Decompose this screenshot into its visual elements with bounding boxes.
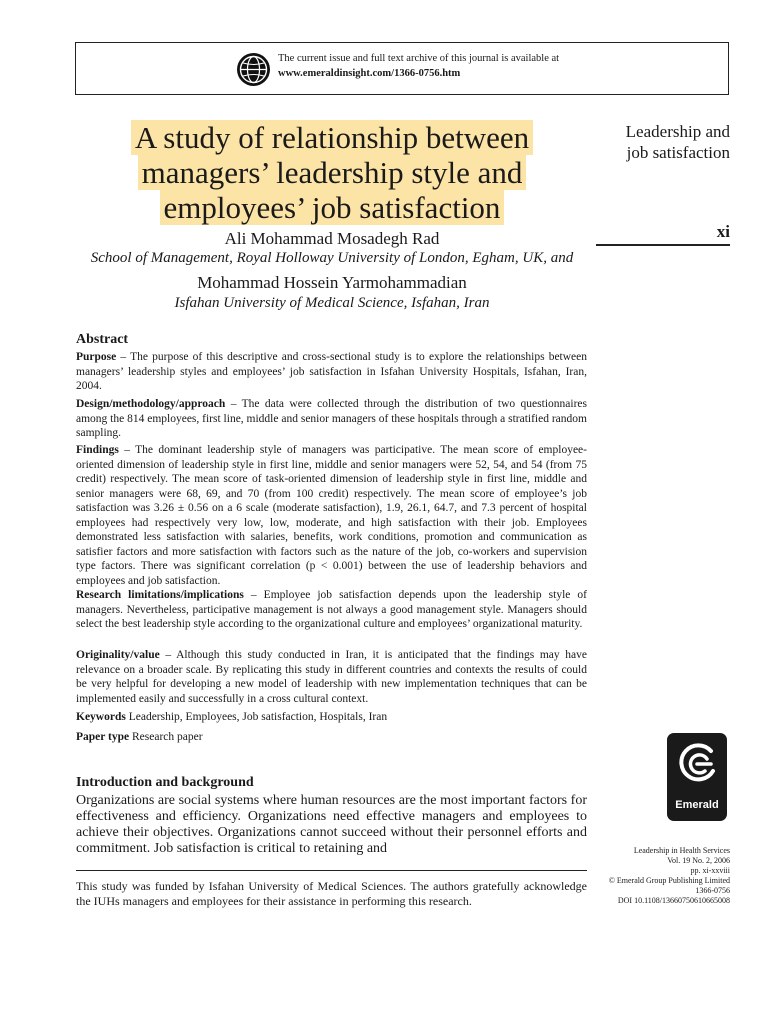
- funding-footnote: This study was funded by Isfahan University of Medical Sciences. The authors gratefully acknowledge the IUHs managers and employees for their assistance in performing this research.: [76, 879, 587, 908]
- abstract-originality: Originality/value – Although this study conducted in Iran, it is anticipated that the findings may have relevance on a broader scale. By replicating this study in different countries and contexts the results of could be very helpful for developing a new model of leadership with new implementation techniques that can be implemented easily and successfully in a cross cultural context.: [76, 649, 588, 705]
- page-number: xi: [716, 222, 730, 241]
- paper-type: Paper type Research paper: [76, 731, 203, 743]
- journal-info: Leadership in Health Services Vol. 19 No. 2, 2006 pp. xi-xxviii © Emerald Group Publishing Limited 1366-0756 DOI 10.1108/13660750610665008: [608, 846, 730, 905]
- abstract-findings: Findings – The dominant leadership style of managers was participative. The mean score of employee-oriented dimension of leadership style in first line, middle and senior managers were 52, 54, and 54 (from 75 credit) respectively. The mean score of task-oriented dimension of leadership style in first line, middle and senior managers were 68, 69, and 70 (from 100 credit) respectively. The mean score of employee’s job satisfaction was 3.26 ± 0.56 on a 6 scale (moderate satisfaction), 1.9, 26.1, 64.7, and 7.3 percent of hospital employees had respectively very low, low, moderate, and high satisfaction with their job. Employees demonstrated less satisfaction with salaries, benefits, work conditions, promotion and communication as satisfier factors and more satisfaction with factors such as the nature of the job, co-workers and supervision type factors. There was significant correlation (p < 0.001) between the use of leadership behaviors and employees and job satisfaction.: [76, 444, 587, 587]
- abstract-limitations: Research limitations/implications – Employee job satisfaction depends upon the leadership style of managers. Nevertheless, participative management is not always a good management style. Managers should select the best leadership style according to the organizational culture and employees’ organizational maturity.: [76, 589, 588, 630]
- intro-paragraph: Organizations are social systems where human resources are the most important factors for effectiveness and efficiency. Organizations need effective managers and employees to achieve their objectives. Organizations cannot succeed without their personnel efforts and commitment. Job satisfaction is critical to retaining and: [76, 793, 587, 856]
- globe-icon: [237, 53, 270, 86]
- keywords: Keywords Leadership, Employees, Job satisfaction, Hospitals, Iran: [76, 711, 388, 723]
- abstract-purpose: Purpose – The purpose of this descriptive and cross-sectional study is to explore the relationships between managers’ leadership styles and employees’ job satisfaction in Isfahan University Hospitals, Isfahan, Iran, 2004.: [76, 351, 588, 392]
- paper-title: A study of relationship between managers’ leadership style and employees’ job satisfaction: [76, 120, 588, 225]
- emerald-logo-label: Emerald: [675, 799, 719, 811]
- author-name: Ali Mohammad Mosadegh Rad: [224, 229, 440, 248]
- emerald-swirl-icon: [667, 733, 727, 799]
- abstract-heading: Abstract: [76, 332, 129, 347]
- running-head-rule: [596, 244, 730, 246]
- abstract-design: Design/methodology/approach – The data were collected through the distribution of two questionnaires among the 814 employees, first line, middle and senior managers of these hospitals through a stratified random sampling.: [76, 398, 587, 439]
- running-head: Leadership and job satisfaction: [625, 122, 730, 162]
- section-heading: Introduction and background: [76, 775, 254, 790]
- journal-url-link[interactable]: www.emeraldinsight.com/1366-0756.htm: [278, 68, 461, 79]
- access-notice: The current issue and full text archive of this journal is available at: [278, 53, 560, 64]
- author-name: Mohammad Hossein Yarmohammadian: [197, 273, 467, 292]
- footnote-rule: [76, 870, 587, 871]
- author-affiliation: Isfahan University of Medical Science, Isfahan, Iran: [174, 295, 490, 311]
- emerald-logo: [667, 733, 727, 821]
- author-affiliation: School of Management, Royal Holloway University of London, Egham, UK, and: [90, 250, 574, 266]
